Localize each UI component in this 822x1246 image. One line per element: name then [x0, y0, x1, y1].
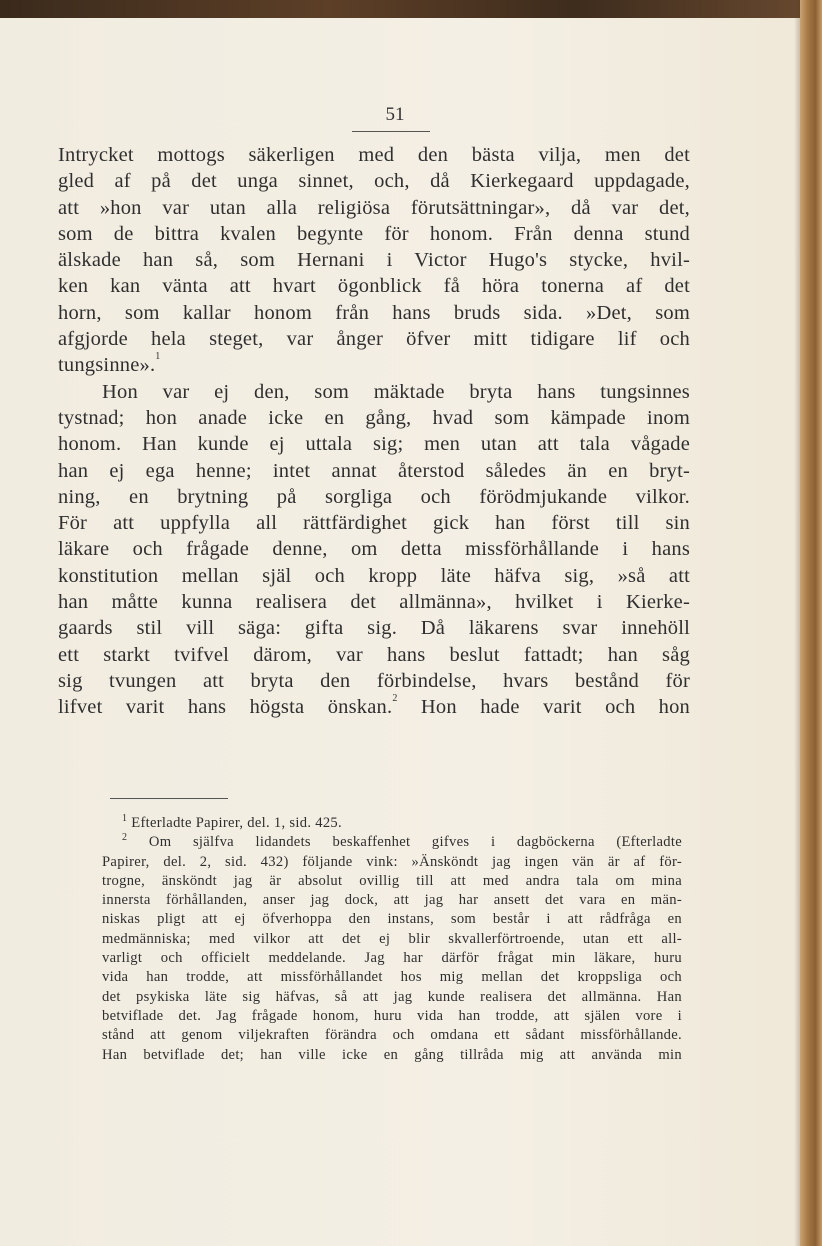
footnote-line: trogne, änsköndt jag är absolut ovillig till att med andra tala om mina: [102, 872, 682, 889]
page-number: 51: [385, 104, 405, 125]
footnote-line-content: Om själfva lidandets beskaffenhet gifves i dagböckerna (Efterladte: [148, 834, 682, 851]
text-line: han måtte kunna realisera det allmänna», hvilket i Kierke-: [58, 591, 690, 614]
footnote-line: varligt och officielt meddelande. Jag har därför frågat min läkare, huru: [102, 950, 682, 967]
text-line: Intrycket mottogs säkerligen med den bästa vilja, men det: [58, 144, 690, 166]
text-line: sig tvungen att bryta den förbindelse, hvars bestånd för: [58, 669, 690, 692]
text-line: tystnad; hon anade icke en gång, hvad som kämpade inom: [58, 406, 690, 429]
footnote-rule: [110, 798, 228, 799]
footnote-ref: 2: [392, 693, 398, 705]
text-line: att »hon var utan alla religiösa förutsättningar», då var det,: [58, 196, 690, 219]
footnote-line: det psykiska läte sig häfvas, så att jag kunde realisera det allmänna. Han: [102, 988, 682, 1005]
text-line: konstitution mellan själ och kropp läte häfva sig, »så att: [58, 564, 690, 587]
footnote-line: medmänniska; med vilkor att det ej blir skvallerförtroende, utan ett all-: [102, 930, 682, 947]
footnote-ref: 1: [155, 351, 161, 363]
body-text: [58, 142, 690, 721]
text-line: som de bittra kvalen begynte för honom. Från denna stund: [58, 222, 690, 245]
footnotes: [104, 814, 682, 1065]
footnote-line: niskas pligt att ej öfverhoppa den instans, som består i att rådfråga en: [102, 911, 682, 928]
header-rule: [352, 131, 430, 132]
text-line: ning, en brytning på sorgliga och förödmjukande vilkor.: [58, 485, 690, 508]
text-line: älskade han så, som Hernani i Victor Hugo's stycke, hvil-: [58, 249, 690, 272]
text-line: afgjorde hela steget, var ånger öfver mitt tidigare lif och: [58, 328, 690, 351]
text-line: gled af på det unga sinnet, och, då Kierkegaard uppdagade,: [58, 170, 690, 193]
text-line: gaards stil vill säga: gifta sig. Då läkarens svar innehöll: [58, 617, 690, 640]
footnote-mark: 2: [122, 832, 128, 844]
text-line: För att uppfylla all rättfärdighet gick han först till sin: [58, 512, 690, 535]
footnote-line: [104, 833, 682, 852]
footnote-line: betviflade det. Jag frågade honom, huru vida han trodde, att själen vore i: [102, 1007, 682, 1024]
text-line-content: tungsinne».: [58, 354, 156, 377]
footnote-line: [104, 814, 682, 833]
footnote-line: Papirer, del. 2, sid. 432) följande vink: »Änsköndt jag ingen vän är af för-: [102, 853, 682, 870]
text-line-content: Hon hade varit och hon: [420, 696, 691, 719]
text-line: horn, som kallar honom från hans bruds sida. »Det, som: [58, 301, 690, 324]
footnote-line: innersta förhållanden, anser jag dock, att jag har ansett det vara en män-: [102, 892, 682, 909]
text-line: ett starkt tvifvel därom, var hans beslut fattadt; han såg: [58, 643, 690, 666]
footnote-line-content: Efterladte Papirer, del. 1, sid. 425.: [131, 815, 342, 831]
text-line-content: lifvet varit hans högsta önskan.: [58, 696, 393, 719]
text-line: han ej ega henne; intet annat återstod således än en bryt-: [58, 459, 690, 482]
text-line: [58, 694, 690, 720]
text-line: [58, 352, 690, 378]
book-cover-edge: [800, 0, 822, 1246]
text-line: honom. Han kunde ej uttala sig; men utan att tala vågade: [58, 433, 690, 456]
page-top-edge: [0, 0, 822, 18]
footnote-line: vida han trodde, att missförhållandet hos mig mellan det kroppsliga och: [102, 969, 682, 986]
text-line: ken kan vänta att hvart ögonblick få höra tonerna af det: [58, 275, 690, 298]
text-line: Hon var ej den, som mäktade bryta hans tungsinnes: [102, 380, 690, 403]
footnote-mark: 1: [122, 813, 128, 824]
footnote-line: Han betviflade det; han ville icke en gång tillråda mig att använda min: [102, 1046, 682, 1063]
text-line: läkare och frågade denne, om detta missförhållande i hans: [58, 538, 690, 561]
footnote-line: stånd att genom viljekraften förändra och omdana ett sådant missförhållande.: [102, 1027, 682, 1044]
